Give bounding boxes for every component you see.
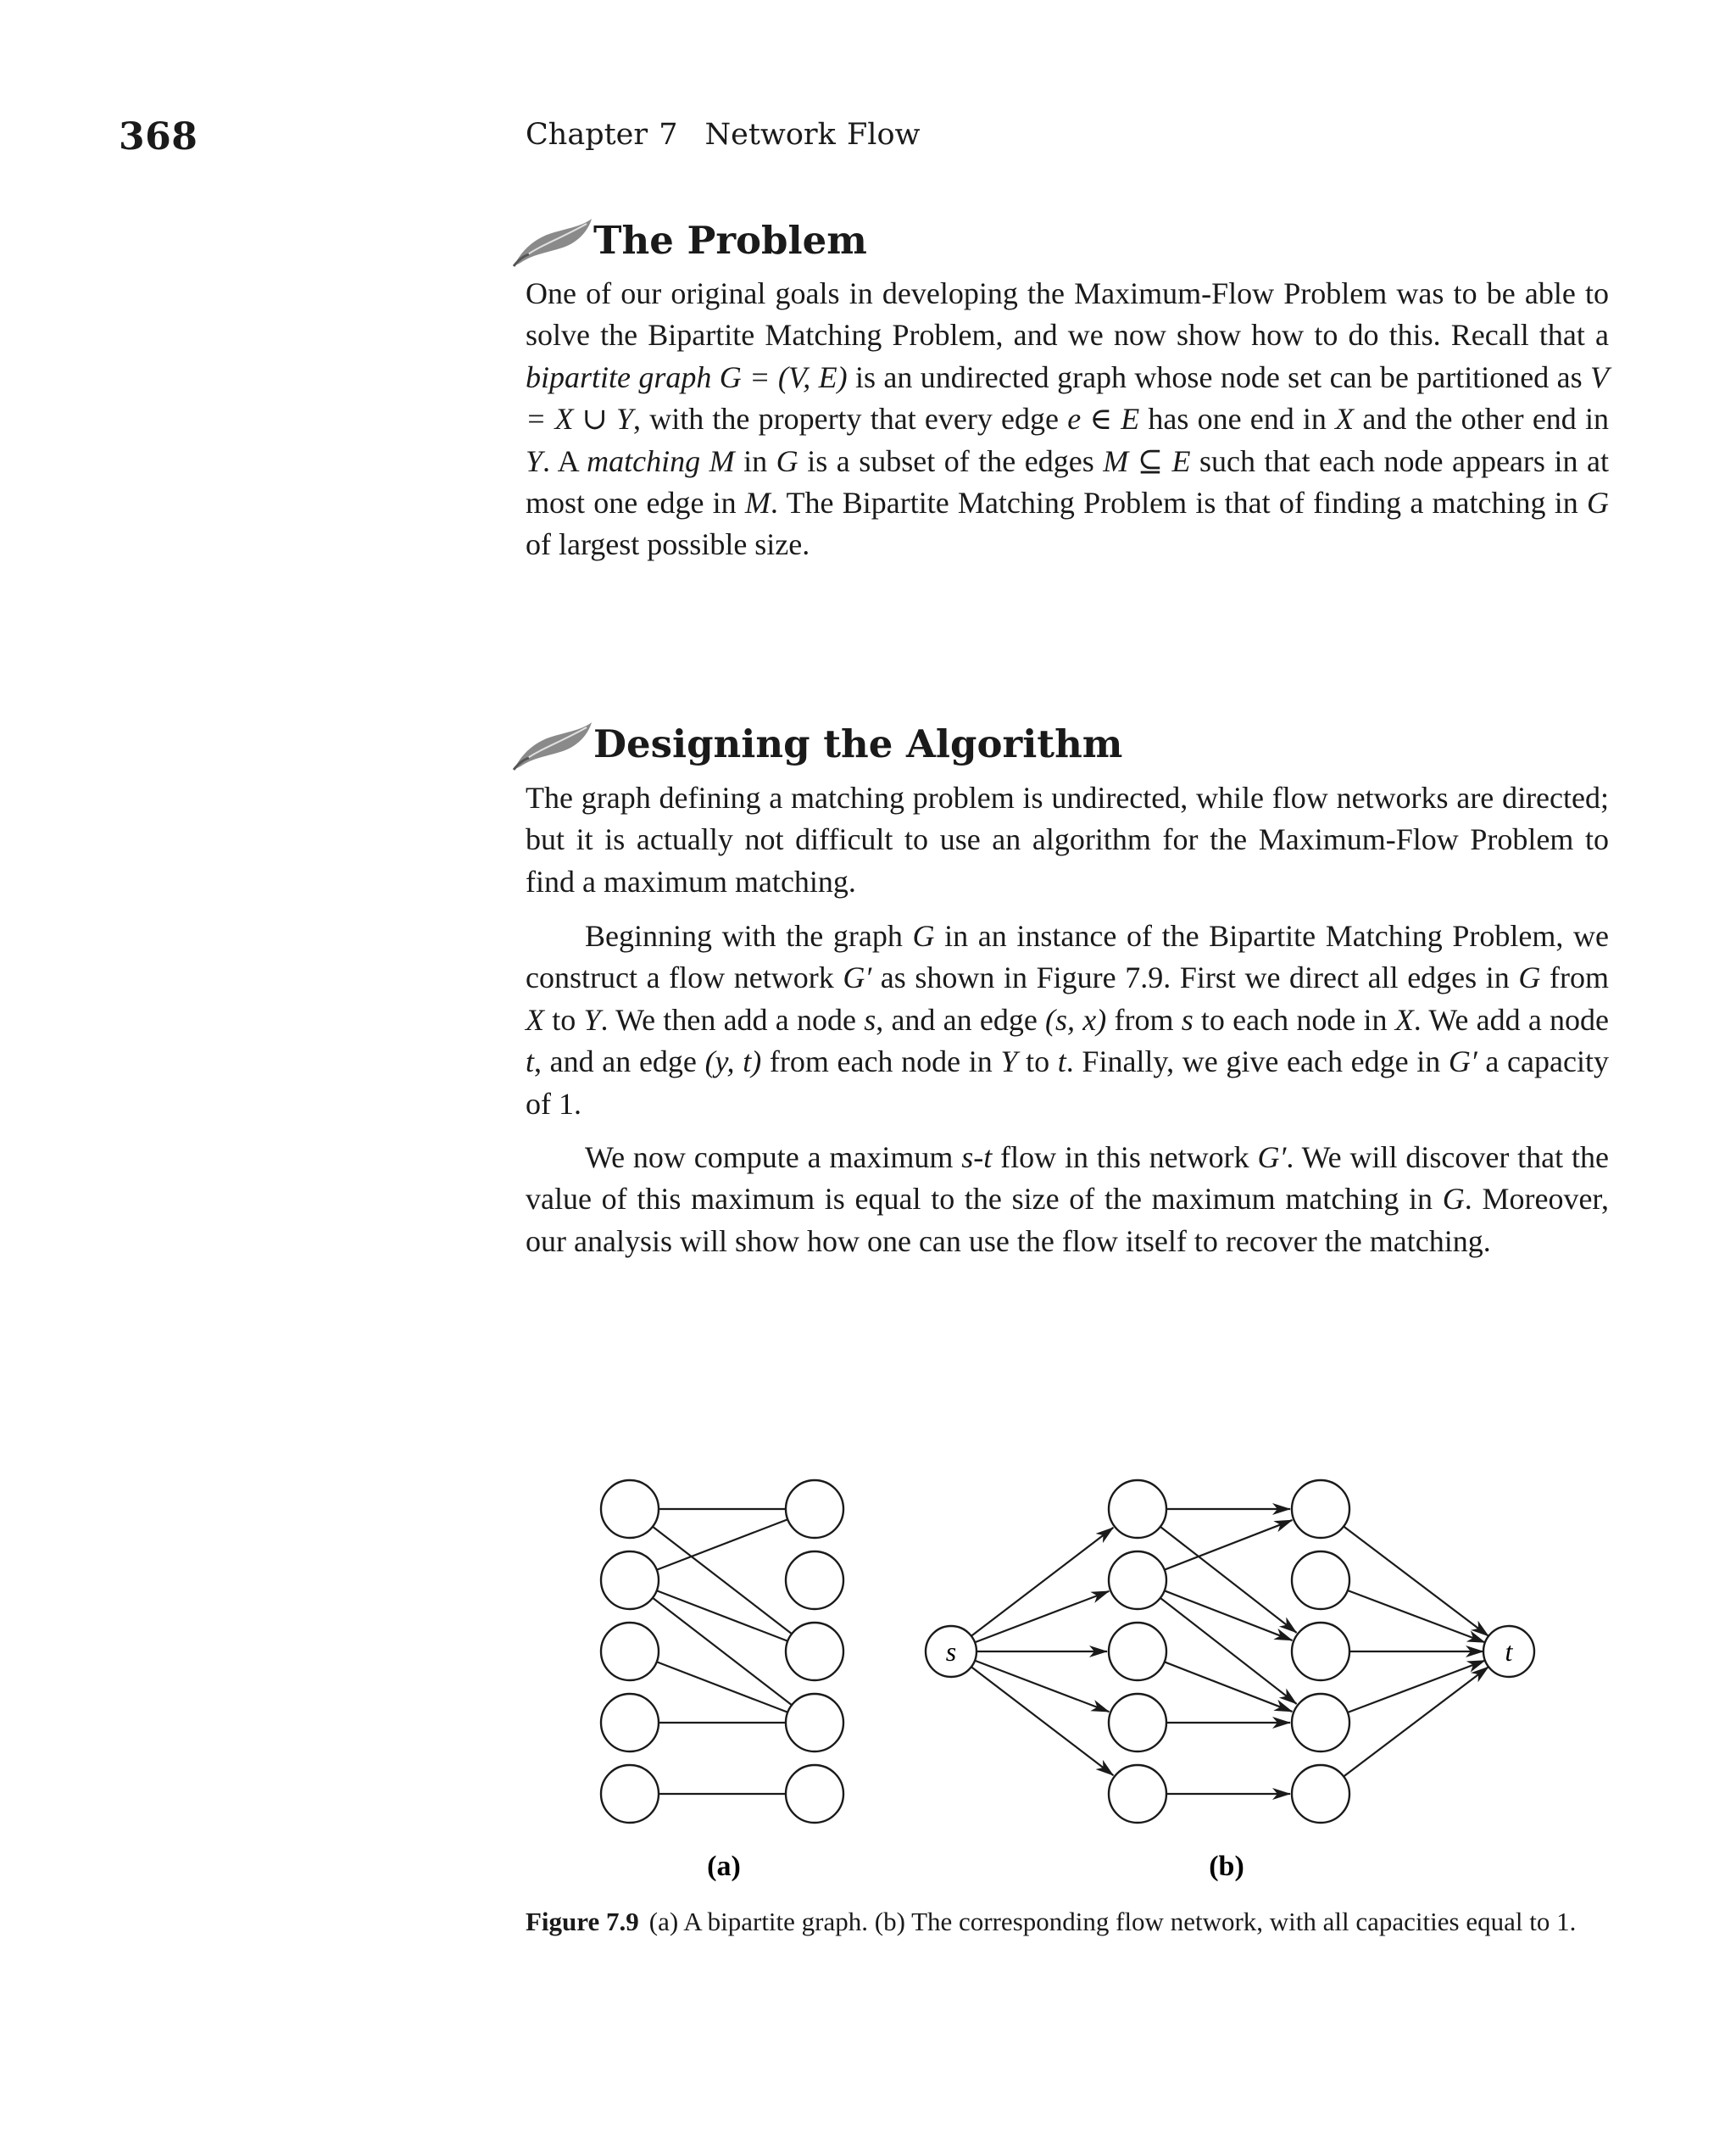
sink-edge bbox=[1344, 1527, 1488, 1636]
source-edge bbox=[973, 1660, 1109, 1712]
bipartite-edge bbox=[653, 1527, 792, 1634]
source-edge bbox=[970, 1528, 1113, 1637]
quill-icon bbox=[510, 207, 595, 271]
right-node bbox=[786, 1765, 843, 1823]
left-node bbox=[601, 1694, 659, 1751]
running-head bbox=[526, 118, 921, 152]
left-node bbox=[1109, 1480, 1166, 1538]
page-number: 368 bbox=[119, 115, 198, 159]
caption-text: (a) A bipartite graph. (b) The corresponding flow network, with all capacities equal to 1. bbox=[648, 1907, 1577, 1936]
chapter-label: Chapter 7 bbox=[526, 118, 678, 152]
right-node bbox=[1292, 1694, 1349, 1751]
source-edge bbox=[973, 1591, 1109, 1643]
right-node bbox=[786, 1551, 843, 1609]
right-node bbox=[1292, 1623, 1349, 1680]
problem-paragraph: One of our original goals in developing the Maximum-Flow Problem was to be able to solve the Bipartite Matching Problem, and we now show how to do this. Recall that a bipartite graph G = (V, E) is an undirected graph whose node set can be partitioned as V = X ∪ Y, with the property that every edge e ∈ E has one end in X and the other end in Y. A matching M in G is a subset of the edges M ⊆ E such that each node appears in at most one edge in M. The Bipartite Matching Problem is that of finding a matching in G of largest possible size. bbox=[526, 276, 1610, 562]
left-node bbox=[1109, 1551, 1166, 1609]
right-node bbox=[1292, 1480, 1349, 1538]
algorithm-paragraph-3: We now compute a maximum s-t flow in this network G′. We will discover that the value of this maximum is equal to the size of the maximum matching in G. Moreover, our analysis will show how one can use the flow itself to recover the matching. bbox=[526, 1140, 1609, 1258]
left-node bbox=[601, 1623, 659, 1680]
left-node bbox=[601, 1551, 659, 1609]
flow-edge bbox=[1160, 1527, 1297, 1633]
chapter-title: Network Flow bbox=[704, 118, 921, 152]
bipartite-edge bbox=[653, 1598, 792, 1705]
algorithm-paragraph-1: The graph defining a matching problem is undirected, while flow networks are directed; but it is actually not difficult to use an algorithm for the Maximum-Flow Problem to find a maximum matching. bbox=[526, 781, 1609, 899]
left-node bbox=[1109, 1694, 1166, 1751]
left-node bbox=[1109, 1765, 1166, 1823]
section-heading-algorithm bbox=[510, 710, 1122, 775]
right-node bbox=[1292, 1551, 1349, 1609]
sink-edge bbox=[1348, 1590, 1485, 1642]
bipartite-figure bbox=[526, 1458, 1609, 1882]
figure-caption bbox=[526, 1906, 1609, 1938]
section-title: The Problem bbox=[593, 218, 867, 263]
algorithm-paragraph-2: Beginning with the graph G in an instance of the Bipartite Matching Problem, we construct a flow network G′ as shown in Figure 7.9. First we direct all edges in G from X to Y. We then add a node s, and an edge (s, x) from s to each node in X. We add a node t, and an edge (y, t) from each node in Y to t. Finally, we give each edge in G′ a capacity of 1. bbox=[526, 919, 1610, 1121]
section-title: Designing the Algorithm bbox=[593, 721, 1123, 766]
right-node bbox=[786, 1480, 843, 1538]
sink-edge bbox=[1348, 1661, 1485, 1712]
left-node bbox=[601, 1480, 659, 1538]
panel-b-label: (b) bbox=[1209, 1851, 1244, 1882]
right-node bbox=[786, 1623, 843, 1680]
left-node bbox=[601, 1765, 659, 1823]
flow-edge bbox=[1160, 1598, 1297, 1704]
source-edge bbox=[970, 1666, 1113, 1775]
panel-a-label: (a) bbox=[707, 1851, 741, 1882]
left-node bbox=[1109, 1623, 1166, 1680]
right-node bbox=[1292, 1765, 1349, 1823]
section-heading-problem bbox=[510, 207, 867, 271]
quill-icon bbox=[510, 710, 595, 775]
caption-label: Figure 7.9 bbox=[526, 1907, 639, 1936]
sink-edge bbox=[1344, 1667, 1488, 1776]
right-node bbox=[786, 1694, 843, 1751]
sink-label: t bbox=[1505, 1636, 1513, 1667]
source-label: s bbox=[945, 1636, 957, 1667]
figure-7-9 bbox=[526, 1458, 1609, 1882]
